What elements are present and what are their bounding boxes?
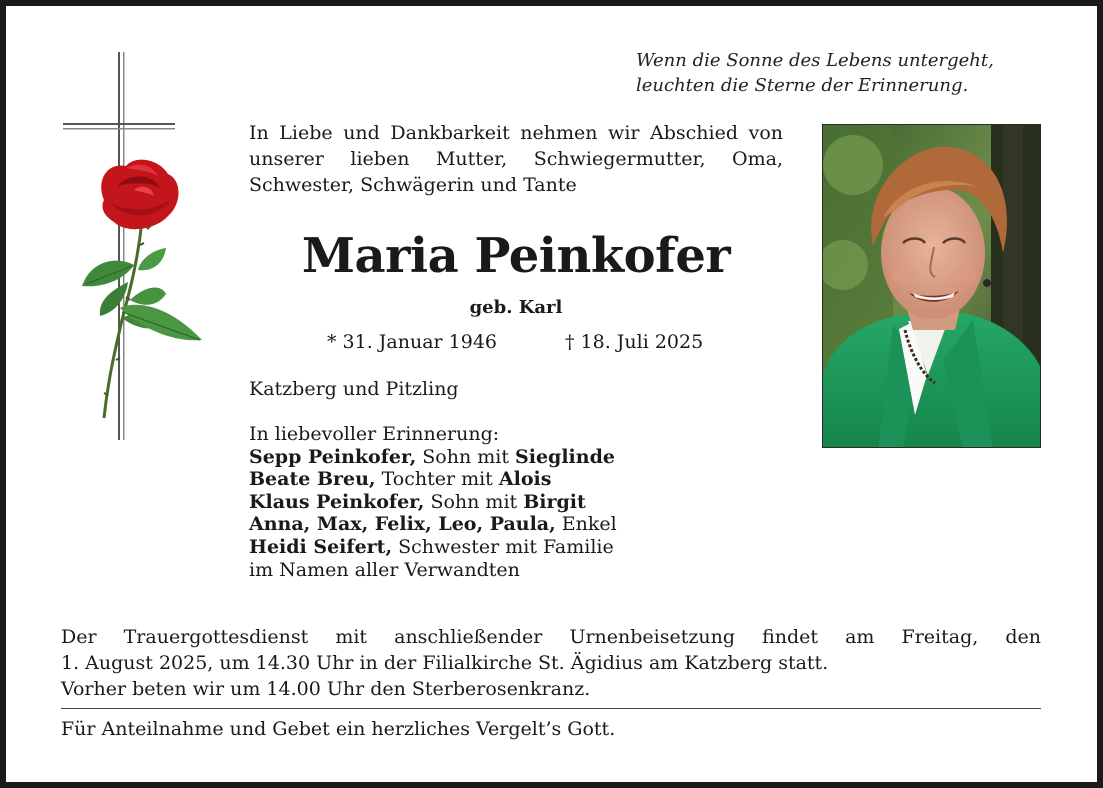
death-date: † 18. Juli 2025 <box>565 331 704 353</box>
residence: Katzberg und Pitzling <box>249 378 459 400</box>
mourner-relation: Enkel <box>555 513 617 536</box>
motto-line: leuchten die Sterne der Erinnerung. <box>636 75 969 96</box>
mourner-relation: Tochter mit <box>375 468 499 491</box>
mourners-closing: im Namen aller Verwandten <box>249 558 520 581</box>
mourner-row <box>249 468 789 491</box>
mourner-relation: Schwester mit Familie <box>392 535 614 558</box>
deceased-name: Maria Peinkofer <box>301 228 731 284</box>
birth-name: geb. Karl <box>469 297 563 318</box>
service-line: 1. August 2025, um 14.30 Uhr in der Filialkirche St. Ägidius am Katzberg statt. <box>61 652 829 674</box>
mourner-relation: Sohn mit <box>424 490 524 513</box>
motto-quote <box>636 48 1056 98</box>
mourners-list <box>249 423 789 581</box>
mourner-row <box>249 536 789 559</box>
mourner-name: Anna, Max, Felix, Leo, Paula, <box>249 513 556 536</box>
mourner-name: Heidi Seifert, <box>249 535 393 558</box>
mourner-row <box>249 513 789 536</box>
cross-with-rose-illustration <box>60 50 210 445</box>
mourner-partner: Birgit <box>523 490 586 513</box>
mourner-name: Klaus Peinkofer, <box>249 490 425 513</box>
service-line: Der Trauergottesdienst mit anschließender Urnenbeisetzung findet am Freitag, den <box>61 626 1041 648</box>
mourner-partner: Sieglinde <box>515 445 615 468</box>
thanks-text: Für Anteilnahme und Gebet ein herzliches Vergelt’s Gott. <box>61 718 616 740</box>
intro-text: In Liebe und Dankbarkeit nehmen wir Abschied von unserer lieben Mutter, Schwiegermutter, Oma, Schwester, Schwägerin und Tante <box>249 122 783 196</box>
service-announcement <box>61 624 1041 702</box>
divider <box>61 708 1041 709</box>
birth-date: * 31. Januar 1946 <box>327 331 498 353</box>
service-line: Vorher beten wir um 14.00 Uhr den Sterberosenkranz. <box>61 678 591 700</box>
mourner-relation: Sohn mit <box>416 445 516 468</box>
portrait-photo <box>822 124 1041 448</box>
rose-icon <box>82 160 202 418</box>
mourner-name: Beate Breu, <box>249 468 376 491</box>
mourner-name: Sepp Peinkofer, <box>249 445 417 468</box>
mourner-partner: Alois <box>498 468 552 491</box>
motto-line: Wenn die Sonne des Lebens untergeht, <box>636 50 994 71</box>
cross-icon <box>63 52 175 440</box>
portrait-image <box>823 125 1041 448</box>
mourners-heading: In liebevoller Erinnerung: <box>249 423 500 445</box>
mourner-row <box>249 491 789 514</box>
mourner-row <box>249 446 789 469</box>
